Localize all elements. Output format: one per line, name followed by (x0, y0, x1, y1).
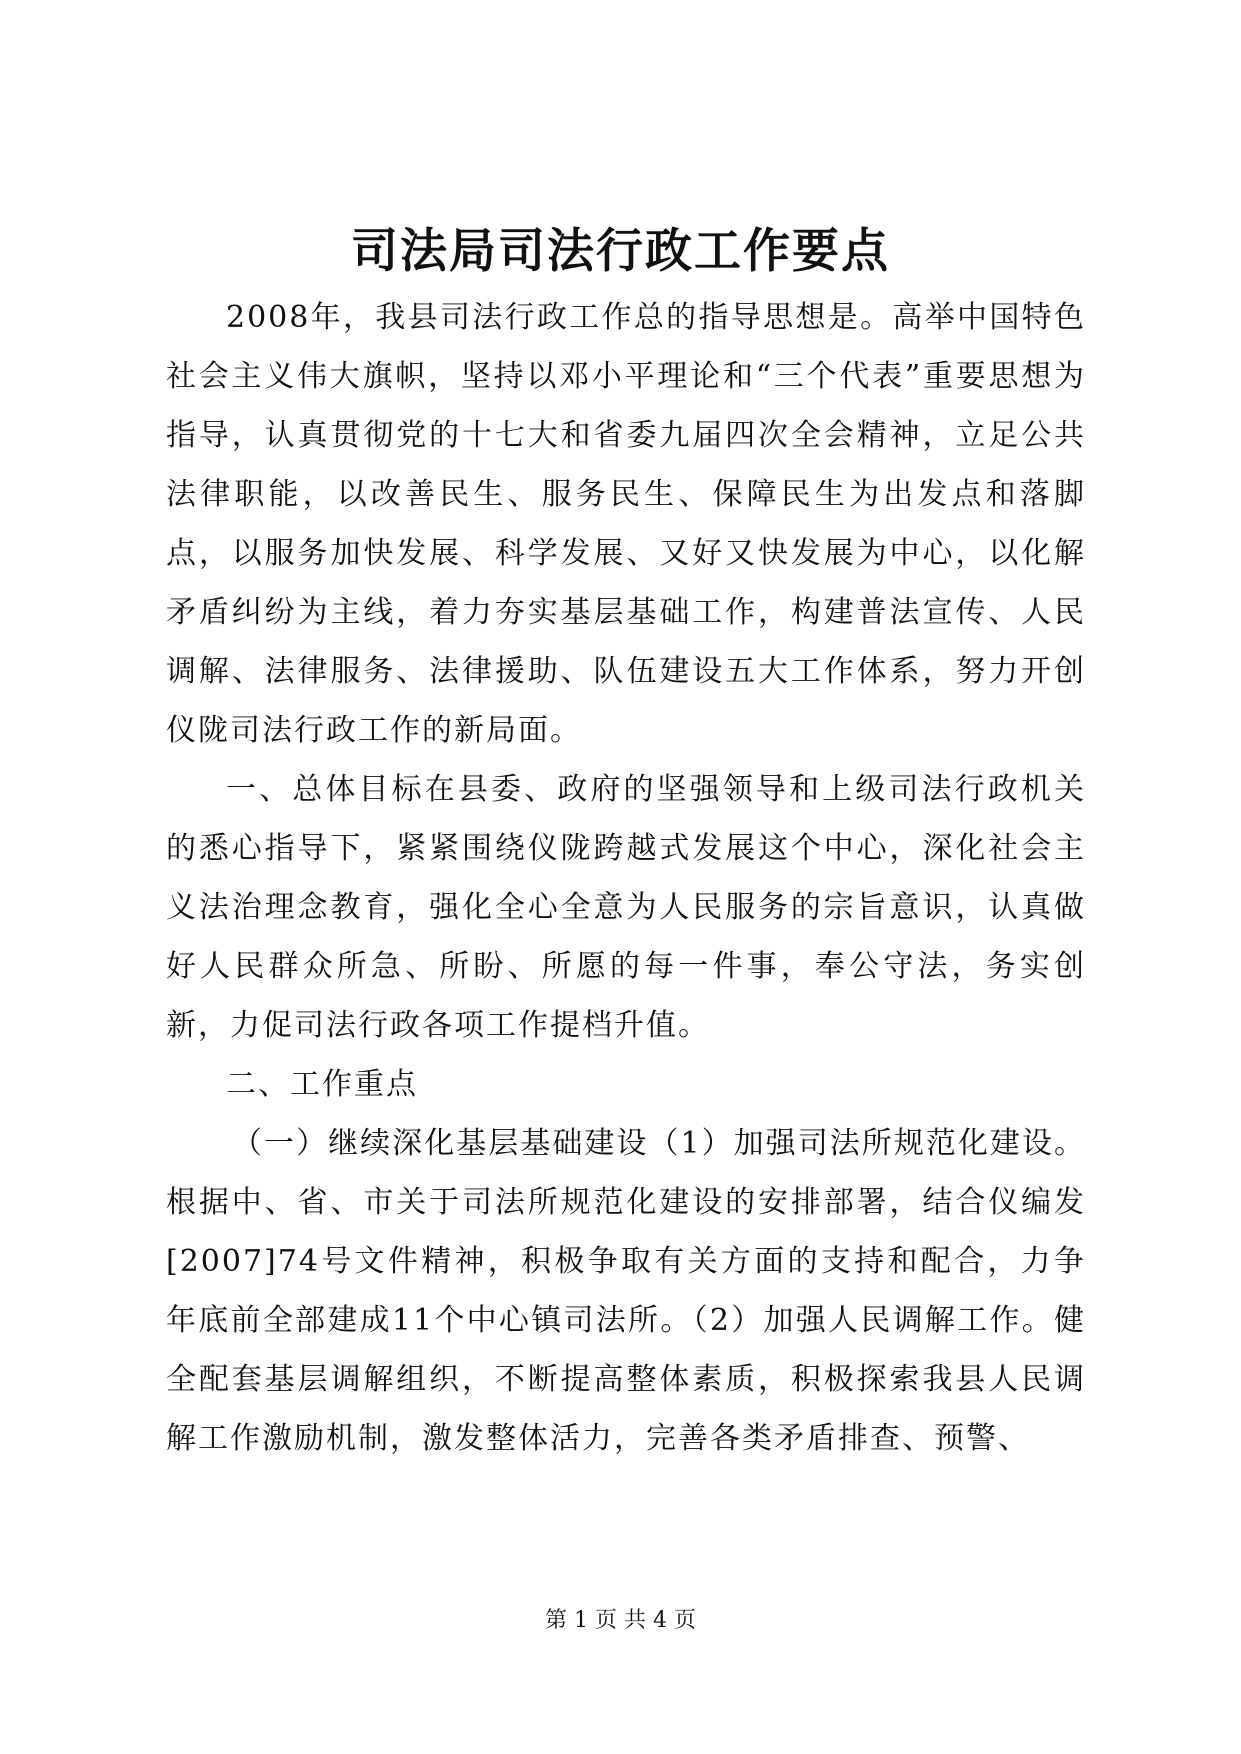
page-footer: 第 1 页 共 4 页 (545, 1608, 696, 1633)
paragraph-grassroots-construction: （一）继续深化基层基础建设（1）加强司法所规范化建设。根据中、省、市关于司法所规范化建设的安排部署，结合仪编发[2007]74号文件精神，积极争取有关方面的支持和配合，力争年底前全部建成11个中心镇司法所。（2）加强人民调解工作。健全配套基层调解组织，不断提高整体素质，积极探索我县人民调解工作激励机制，激发整体活力，完善各类矛盾排查、预警、 (166, 1126, 1086, 1456)
section-heading-work-focus: 二、工作重点 (226, 1067, 418, 1102)
document-title: 司法局司法行政工作要点 (351, 224, 890, 279)
paragraph-guiding-thought: 2008年，我县司法行政工作总的指导思想是。高举中国特色社会主义伟大旗帜，坚持以邓小平理论和“三个代表”重要思想为指导，认真贯彻党的十七大和省委九届四次全会精神，立足公共法律职能，以改善民生、服务民生、保障民生为出发点和落脚点，以服务加快发展、科学发展、又好又快发展为中心，以化解矛盾纠纷为主线，着力夯实基层基础工作，构建普法宣传、人民调解、法律服务、法律援助、队伍建设五大工作体系，努力开创仪陇司法行政工作的新局面。 (166, 300, 1086, 748)
document-body (166, 288, 1086, 1468)
paragraph-overall-goal: 一、总体目标在县委、政府的坚强领导和上级司法行政机关的悉心指导下，紧紧围绕仪陇跨越式发展这个中心，深化社会主义法治理念教育，强化全心全意为人民服务的宗旨意识，认真做好人民群众所急、所盼、所愿的每一件事，奉公守法，务实创新，力促司法行政各项工作提档升值。 (166, 772, 1086, 1043)
